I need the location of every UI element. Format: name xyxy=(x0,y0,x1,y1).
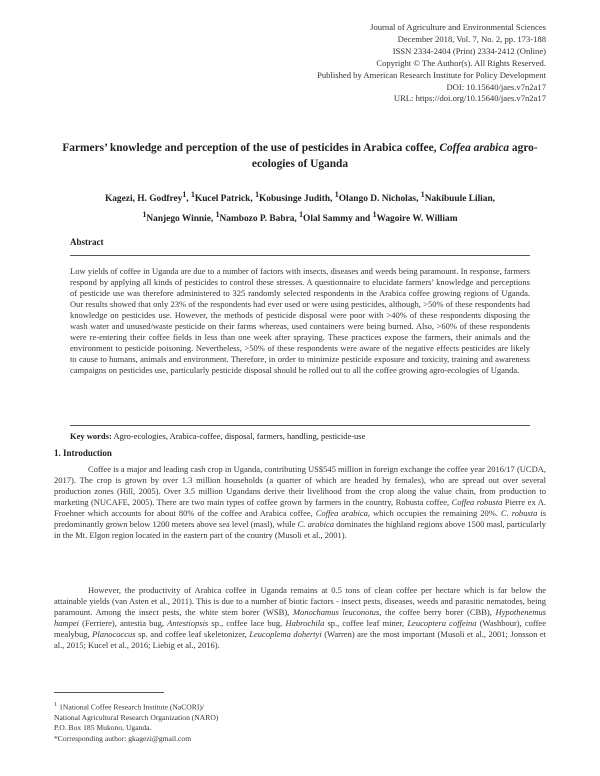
body-text: However, the productivity of Arabica coffee in Uganda remains at 0.5 tons of clean coffee per hectare which is far below the attainable yields (van Asten et al., 2011). This is due to a number of biotic factors - insect pests, diseases, weeds and parasitic nematodes, being paramount. Among the insect pests, the white stem borer (WSB), xyxy=(54,585,546,618)
body-text: (Ferriere), antestia bug, xyxy=(79,618,168,629)
section-heading-introduction: 1. Introduction xyxy=(54,448,112,458)
species-name: Coffea arabica xyxy=(315,508,368,519)
body-text: , which occupies the remaining 20%. xyxy=(367,508,501,519)
abstract-top-rule xyxy=(70,255,530,256)
body-text: is predominantly grown below 1200 meters above sea level (masl), while xyxy=(54,508,547,530)
intro-paragraph-1 xyxy=(54,464,546,541)
species-name: Coffea robusta xyxy=(451,497,503,508)
author-name: Kobusinge Judith, xyxy=(258,194,335,205)
body-text: sp., coffee leaf miner, xyxy=(324,618,408,629)
author-list xyxy=(60,187,540,227)
species-name: Planococcus xyxy=(92,629,136,640)
species-name: Leucoplema dohertyi xyxy=(249,629,322,640)
author-name: Nakibuule Lilian, xyxy=(424,194,496,205)
author-affiliation-mark: 1 xyxy=(215,210,220,220)
body-text: Coffee is a major and leading cash crop in Uganda, contributing US$545 million in foreign exchange the coffee year 2016/17 (UCDA, 2017). The crop is grown by over 1.3 million households (a quarter of which are headed by females), who are spread out over several production zones (Hill, 2005). Over 3.5 million Ugandans derive their livelihood from the crop along the value chain, from production to marketing (NUCAFE, 2005). There are two main types of coffee grown by farmers in the country, Robusta coffee, xyxy=(54,464,546,508)
author-affiliation-mark: 1 xyxy=(299,210,304,220)
title-species: Coffea arabica xyxy=(439,142,510,154)
footnote-rule xyxy=(54,692,164,693)
species-name: Antestiopsis xyxy=(167,618,209,629)
author-name: Kagezi, H. Godfrey xyxy=(104,194,183,205)
footnote xyxy=(54,700,454,744)
species-name: Habrochila xyxy=(285,618,325,629)
author-name: Nanjego Winnie, xyxy=(146,214,216,225)
body-text: (Washbour), coffee mealybug, xyxy=(54,618,546,640)
abstract-heading: Abstract xyxy=(70,237,104,247)
body-text: sp. and coffee leaf skeletonizer, xyxy=(135,629,250,640)
keywords xyxy=(70,431,530,442)
journal-header xyxy=(186,22,546,105)
author-separator: , xyxy=(186,194,191,205)
footnote-address: P.O. Box 185 Mukono, Uganda. xyxy=(54,723,152,733)
journal-doi[interactable]: DOI: 10.15640/jaes.v7n2a17 xyxy=(446,81,546,92)
body-text: Pierre ex A. Froehner which accounts for about 80% of the coffee and Arabica coffee, xyxy=(54,497,546,519)
footnote-corresponding-author: *Corresponding author: gkagezi@gmail.com xyxy=(54,733,192,743)
author-affiliation-mark: 1 xyxy=(142,210,147,220)
footnote-affiliation: 1National Coffee Research Institute (NaCORI)/ xyxy=(57,702,205,712)
body-text: dominates the highland regions above 1500 masl, particularly in the Mt. Elgon region located in the eastern part of the country (Musoli et al., 2001). xyxy=(54,519,546,541)
journal-copyright: Copyright © The Author(s). All Rights Reserved. xyxy=(376,57,546,68)
title-text-end: agro-ecologies of Uganda xyxy=(251,142,538,170)
body-text: sp., coffee lace bug, xyxy=(208,618,286,629)
journal-issn: ISSN 2334-2404 (Print) 2334-2412 (Online) xyxy=(392,45,546,56)
species-name: Leucoptera coffeina xyxy=(407,618,477,629)
species-name: C. arabica xyxy=(297,519,335,530)
author-name: Olango D. Nicholas, xyxy=(338,194,421,205)
author-affiliation-mark: 1 xyxy=(190,190,195,199)
journal-url[interactable]: URL: https://doi.org/10.15640/jaes.v7n2a17 xyxy=(393,93,546,104)
keywords-label: Key words: xyxy=(70,431,112,441)
journal-name: Journal of Agriculture and Environmental Sciences xyxy=(370,22,546,32)
paper-title xyxy=(60,140,540,172)
author-affiliation-mark: 1 xyxy=(334,190,339,199)
author-affiliation-mark: 1 xyxy=(255,190,259,199)
author-name: Kucel Patrick, xyxy=(194,194,256,205)
author-name: Olal Sammy and xyxy=(303,214,373,225)
title-text: Farmers’ knowledge and perception of the use of pesticides in Arabica coffee, xyxy=(62,142,440,154)
author-affiliation-mark: 1 xyxy=(372,210,377,220)
body-text: , the coffee berry borer (CBB), xyxy=(379,607,496,618)
species-name: C. robusta xyxy=(500,508,538,519)
abstract-bottom-rule xyxy=(70,425,530,426)
abstract-text: Low yields of coffee in Uganda are due to a number of factors with insects, diseases and weeds being paramount. In response, farmers respond by applying all kinds of pesticides to control these stresses. A questionnaire to elucidate farmers’ knowledge and perceptions of pesticide use was therefore administered to 325 randomly selected respondents in the Arabica coffee growing regions of Uganda. Our results showed that only 23% of the respondents had ever used or were using pesticides, although, >50% of these respondents had knowledge on pesticides use. However, the methods of pesticide disposal were poor with >40% of these respondents disposing the wash water and unused/waste pesticide on their farms whereas, used containers were being burned. Also, >60% of these respondents were re-entering their coffee fields in less than one week after spraying. These practices expose the farmers, their animals and the environment to pesticide poisoning. Nevertheless, >50% of these respondents were aware of the negative effects pesticides are likely to cause to humans, animals and environment. Therefore, in order to minimize pesticide exposure and toxicity, training and awareness campaigns on pesticides use, particularly pesticide disposal should be rolled out to all the coffee growing agro-ecologies of Uganda. xyxy=(70,266,530,376)
footnote-mark: 1 xyxy=(54,701,58,708)
author-name: Nambozo P. Babra, xyxy=(219,214,300,225)
journal-issue: December 2018, Vol. 7, No. 2, pp. 173-188 xyxy=(397,33,546,44)
species-name: Hypothenemus hampei xyxy=(54,607,546,629)
intro-paragraph-2 xyxy=(54,585,546,651)
author-affiliation-mark: 1 xyxy=(420,190,425,199)
author-affiliation-mark: 1 xyxy=(182,190,187,199)
body-text: (Warren) are the most important (Musoli et al., 2001; Jonsson et al., 2015; Kucel et al., 2016; Liebig et al., 2016). xyxy=(54,629,546,651)
keywords-text: Agro-ecologies, Arabica-coffee, disposal, farmers, handling, pesticide-use xyxy=(111,431,366,441)
author-name: Wagoire W. William xyxy=(376,214,458,225)
species-name: Monochamus leuconotus xyxy=(292,607,380,618)
journal-publisher: Published by American Research Institute for Policy Development xyxy=(317,69,546,80)
footnote-organization: National Agricultural Research Organization (NARO) xyxy=(54,712,219,722)
